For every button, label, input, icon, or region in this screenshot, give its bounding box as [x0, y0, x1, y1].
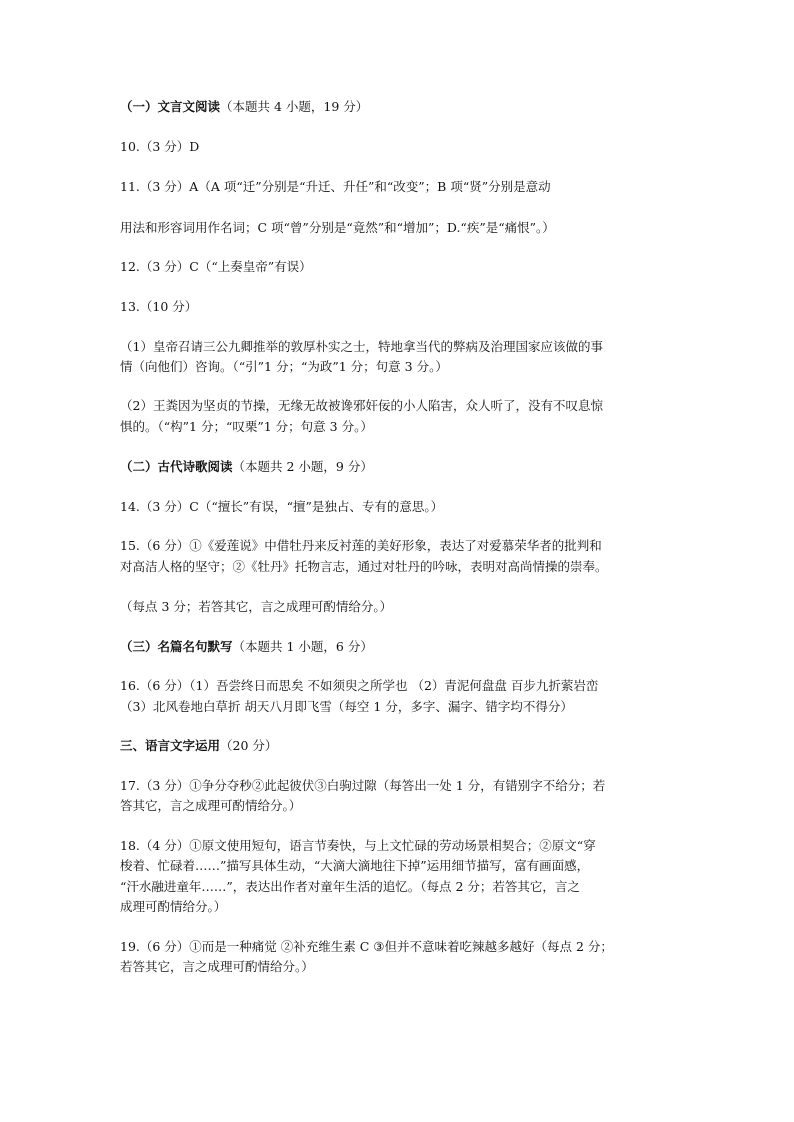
answer-q15-line1: 15.（6 分）①《爱莲说》中借牡丹来反衬莲的美好形象，表达了对爱慕荣华者的批判和	[120, 538, 602, 553]
answer-q13: 13.（10 分）	[120, 299, 198, 314]
answer-q17-line2: 答其它，言之成理可酌情给分。）	[120, 798, 302, 813]
answer-q18-line2: 梭着、忙碌着……”描写具体生动，“大滴大滴地往下掉”运用细节描写，富有画面感，	[120, 858, 590, 873]
section-heading-poetry	[120, 458, 680, 475]
answer-q13-2-line1: （2）王粪因为坚贞的节操，无缘无故被谗邪奸佞的小人陷害，众人听了，没有不叹息惊	[120, 398, 603, 413]
answer-q16-line1: 16.（6 分）（1）吾尝终日而思矣 不如须臾之所学也 （2）青泥何盘盘 百步九折萦岩峦	[120, 678, 599, 693]
answer-q17-line1: 17.（3 分）①争分夺秒②此起彼伏③白驹过隙（每答出一处 1 分，有错别字不给分；若	[120, 778, 606, 793]
section-title: （二）古代诗歌阅读	[120, 459, 233, 474]
answer-q10: 10.（3 分）D	[120, 139, 200, 154]
section-note: （本题共 2 小题，9 分）	[232, 459, 373, 474]
section-heading-classical-chinese	[120, 98, 680, 115]
section-heading-language-use	[120, 737, 680, 754]
answer-q19-line1: 19.（6 分）①而是一种痛觉 ②补充维生素 C ③但并不意味着吃辣越多越好（每点 2 分；	[120, 939, 613, 954]
section-note: （本题共 4 小题，19 分）	[220, 99, 369, 114]
answer-q18-line3: “汗水融进童年……”，表达出作者对童年生活的追忆。（每点 2 分；若答其它，言之	[120, 879, 580, 894]
answer-q12: 12.（3 分）C（“上奏皇帝”有误）	[120, 259, 312, 274]
section-note: （本题共 1 小题，6 分）	[232, 639, 373, 654]
answer-q13-2-line2: 惧的。（“构”1 分；“叹栗”1 分；句意 3 分。）	[120, 419, 373, 434]
answer-q15-line2: 对高洁人格的坚守；②《牡丹》托物言志，通过对牡丹的吟咏，表明对高尚情操的崇奉。	[120, 559, 608, 574]
answer-q13-1-line2: 情（向他们）咨询。（“引”1 分；“为政”1 分；句意 3 分。）	[120, 359, 448, 374]
answer-q18-line1: 18.（4 分）①原文使用短句，语言节奏快，与上文忙碌的劳动场景相契合；②原文“穿	[120, 838, 596, 853]
answer-q11-line1: 11.（3 分）A（A 项“迁”分别是“升迁、升任”和“改变”；B 项“贤”分别是意动	[120, 179, 551, 194]
section-note: （20 分）	[220, 738, 278, 753]
answer-q14: 14.（3 分）C（“擅长”有误，“擅”是独占、专有的意思。）	[120, 499, 444, 514]
section-title: 三、语言文字运用	[120, 738, 221, 753]
answer-q18-line4: 成理可酌情给分。）	[120, 899, 227, 914]
answer-q13-1-line1: （1）皇帝召请三公九卿推举的敦厚朴实之士，特地拿当代的弊病及治理国家应该做的事	[120, 339, 603, 354]
section-heading-recitation	[120, 638, 680, 655]
answer-q19-line2: 若答其它，言之成理可酌情给分。）	[120, 959, 314, 974]
section-title: （三）名篇名句默写	[120, 639, 233, 654]
answer-q16-line2: （3）北风卷地白草折 胡天八月即飞雪（每空 1 分，多字、漏字、错字均不得分）	[120, 699, 573, 714]
section-title: （一）文言文阅读	[120, 99, 221, 114]
answer-q11-line2: 用法和形容词用作名词；C 项“曾”分别是“竟然”和“增加”；D.“疾”是“痛恨”。）	[120, 220, 555, 235]
answer-q15-line3: （每点 3 分；若答其它，言之成理可酌情给分。）	[120, 599, 393, 614]
